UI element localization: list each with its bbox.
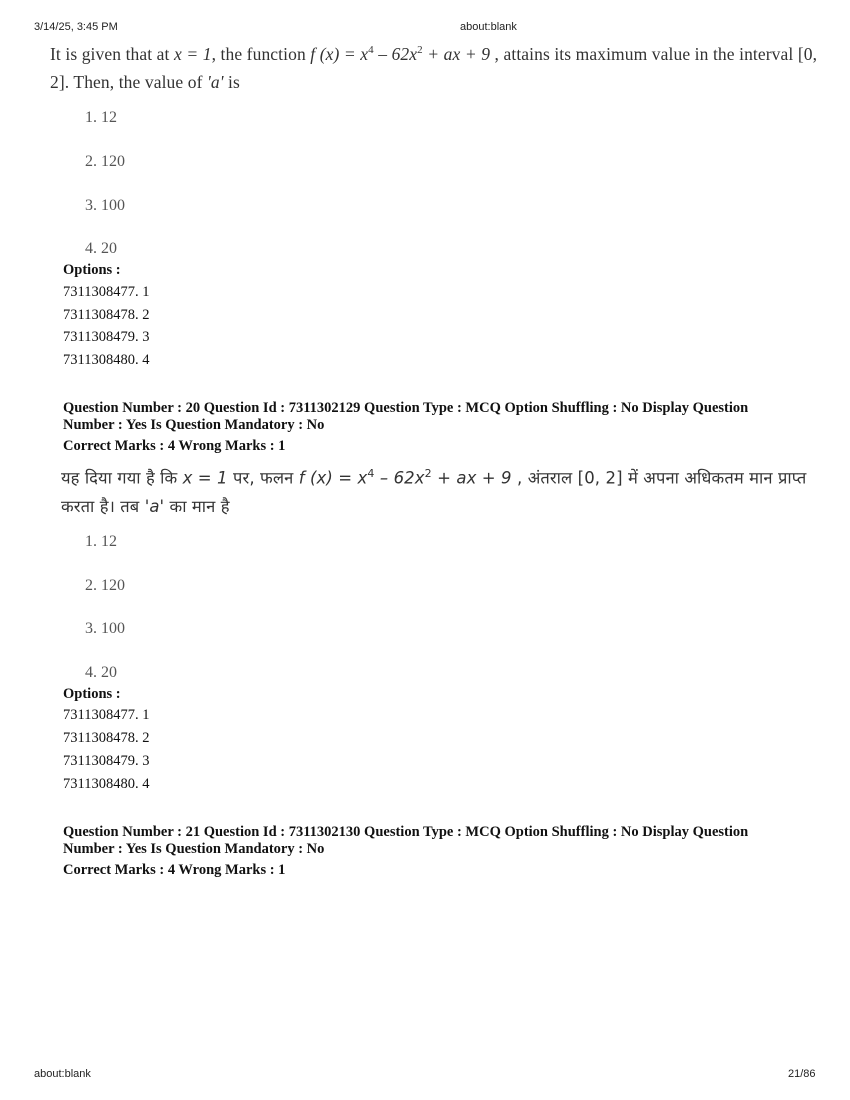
question-21-marks: Correct Marks : 4 Wrong Marks : 1 — [63, 862, 286, 878]
options-heading: Options : — [63, 262, 121, 278]
question-20-marks: Correct Marks : 4 Wrong Marks : 1 — [63, 438, 286, 454]
question-image-hindi: यह दिया गया है कि x = 1 पर, फलन f $(x) = x^4 - 62x^2$ + ax + 9 , अंतराल [0, 2] में अपना अधिकतम मान प्राप्त करता है। तब 'a' का मान है — [61, 467, 807, 516]
question-21-meta: Question Number : 21 Question Id : 7311302130 Question Type : MCQ Option Shuffling : No Display Question Number : Yes Is Question Mandatory : No — [63, 824, 749, 857]
option-id-1: 7311308477. 1 — [63, 284, 150, 300]
option-id-3: 7311308479. 3 — [63, 753, 150, 769]
option-id-3: 7311308479. 3 — [63, 329, 150, 345]
choice-3: 3. 100 — [85, 197, 125, 214]
question-image-english: It is given that at x = 1, the function f $(x) = x^4 - 62x^2$ + ax + 9 , attains its maximum value in the interval [0, 2]. Then, the value of 'a' is — [50, 43, 818, 92]
choice-1: 1. 12 — [85, 533, 117, 550]
print-datetime: 3/14/25, 3:45 PM — [34, 21, 118, 33]
choice-4: 4. 20 — [85, 664, 117, 681]
option-id-2: 7311308478. 2 — [63, 730, 150, 746]
print-page-number: 21/86 — [788, 1068, 816, 1080]
choice-4: 4. 20 — [85, 240, 117, 257]
option-id-4: 7311308480. 4 — [63, 352, 150, 368]
option-id-4: 7311308480. 4 — [63, 776, 150, 792]
choice-3: 3. 100 — [85, 620, 125, 637]
choice-1: 1. 12 — [85, 109, 117, 126]
choice-2: 2. 120 — [85, 153, 125, 170]
choice-2: 2. 120 — [85, 577, 125, 594]
question-20-meta: Question Number : 20 Question Id : 7311302129 Question Type : MCQ Option Shuffling : No Display Question Number : Yes Is Question Mandatory : No — [63, 400, 749, 433]
option-id-1: 7311308477. 1 — [63, 707, 150, 723]
options-heading: Options : — [63, 686, 121, 702]
print-footer-url: about:blank — [34, 1068, 91, 1080]
option-id-2: 7311308478. 2 — [63, 307, 150, 323]
print-page-title: about:blank — [460, 21, 517, 33]
